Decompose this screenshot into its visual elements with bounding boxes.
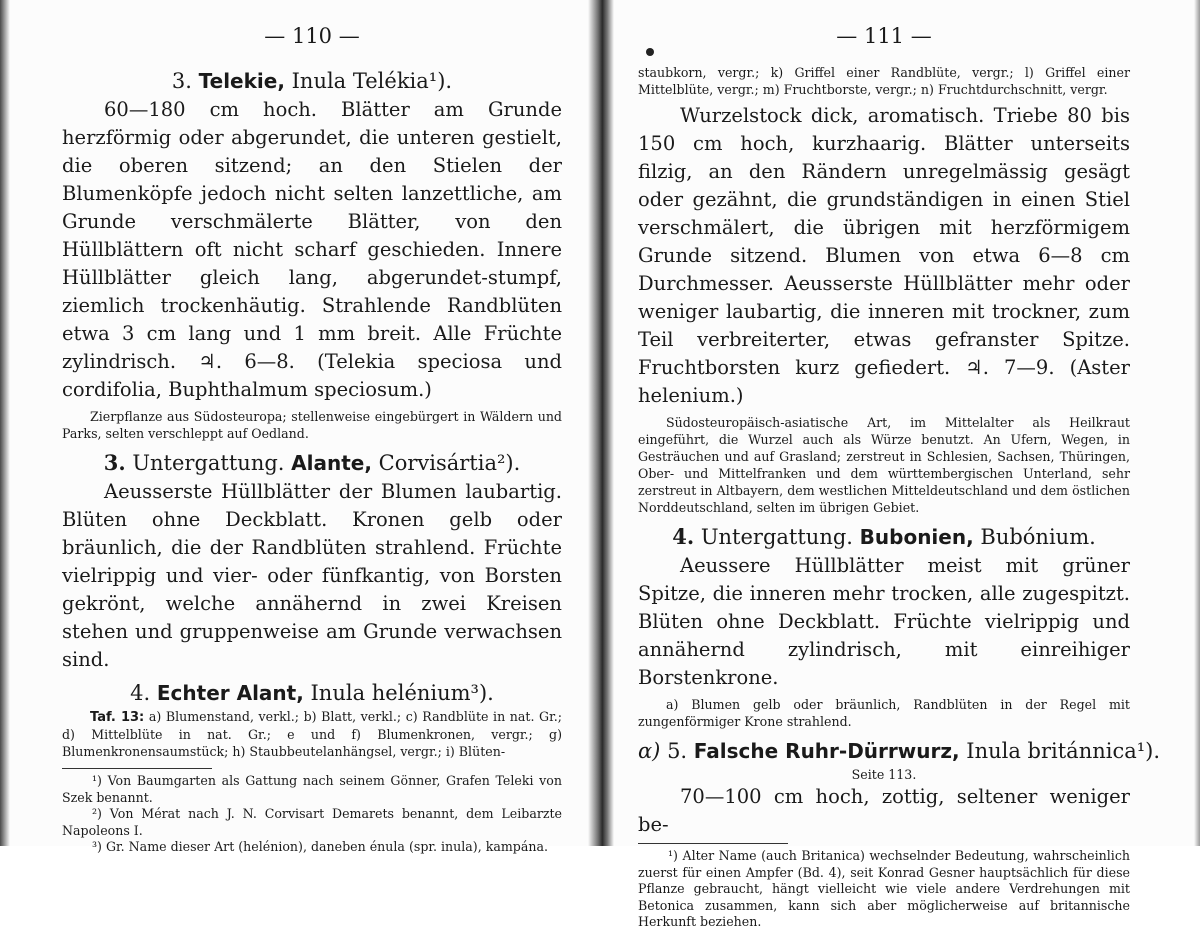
telekie-description: 60—180 cm hoch. Blätter am Grunde herzförmig oder abgerundet, die unteren gestielt, die oberen sitzend; an den Stielen der Blumenköpfe jedoch nicht selten lanzettliche, am Grunde verschmälerte Blätter, von den Hüllblättern oft nicht scharf geschieden. Innere Hüllblätter gleich lang, abgerundet-stumpf, ziemlich trockenhäutig. Strahlende Randblüten etwa 3 cm lang und 1 mm breit. Alle Früchte zylindrisch. ♃. 6—8. (Telekia speciosa und cordifolia, Buphthalmum speciosum.) (62, 98, 562, 401)
right-text-column (638, 6, 1161, 931)
heading-falsche-ruhr-duerrwurz: α) 5. Falsche Ruhr-Dürrwurz, Inula británnica¹). (638, 739, 1161, 763)
bubonien-group-note: a) Blumen gelb oder bräunlich, Randblüten in der Regel mit zungenförmiger Krone strahlend. (638, 697, 1130, 729)
bubonien-description: Aeussere Hüllblätter meist mit grüner Spitze, die inneren mehr trocken, alle zugespitzt. Blüten ohne Deckblatt. Früchte vielrippig und annähernd zylindrisch, mit einreihiger Borstenkrone. (638, 554, 1130, 689)
alante-description: Aeusserste Hüllblätter der Blumen laubartig. Blüten ohne Deckblatt. Kronen gelb oder bräunlich, die der Randblüten strahlend. Früchte vielrippig und vier- oder fünfkantig, von Borsten gekrönt, welche annähernd in zwei Kreisen stehen und gruppenweise am Grunde verwachsen sind. (62, 480, 562, 671)
plate-caption-text: a) Blumenstand, verkl.; b) Blatt, verkl.; c) Randblüte in nat. Gr.; d) Mittelblüte in nat. Gr.; e und f) Blumenkronen, vergr.; g) Blumenkronensaumstück; h) Staubbeutelanhängsel, vergr.; i) Blüten- (62, 709, 562, 759)
heading-echter-alant: 4. Echter Alant, Inula helénium³). (130, 681, 494, 705)
plate-caption-continuation: staubkorn, vergr.; k) Griffel einer Randblüte, vergr.; l) Griffel einer Mittelblüte, vergr.; m) Fruchtborste, vergr.; n) Fruchtdurchschnitt, vergr. (638, 65, 1130, 97)
page-reference: Seite 113. (851, 767, 917, 782)
left-page (0, 0, 600, 854)
footnote-rule-left (62, 768, 212, 769)
ruhr-description-start: 70—100 cm hoch, zottig, seltener weniger be- (638, 785, 1130, 836)
telekie-distribution-note: Zierpflanze aus Südosteuropa; stellenweise eingebürgert in Wäldern und Parks, selten verschleppt auf Oedland. (62, 409, 562, 441)
plate-label: Taf. 13: (90, 710, 145, 725)
alant-distribution-note: Südosteuropäisch-asiatische Art, im Mittelalter als Heilkraut eingeführt, die Wurzel auch als Würze benutzt. An Ufern, Wegen, in Gesträuchen und auf Grasland; zerstreut in Schlesien, Sachsen, Thüringen, Ober- und Mittelfranken und dem württembergischen Unterland, sehr zerstreut in Altbayern, dem westlichen Mitteldeutschland und dem östlichen Norddeutschland, selten im übrigen Gebiet. (638, 415, 1130, 515)
footnote-left-2: ²) Von Mérat nach J. N. Corvisart Demarets benannt, dem Leibarzte Napoleons I. (62, 806, 562, 838)
right-page (600, 0, 1200, 929)
footnote-rule-right (638, 843, 788, 844)
plate-caption (62, 708, 562, 760)
footnote-left-1: ¹) Von Baumgarten als Gattung nach seinem Gönner, Grafen Teleki von Szek benannt. (62, 773, 562, 805)
page-number-left: — 110 — (264, 24, 360, 48)
footnote-left-3: ³) Gr. Name dieser Art (helénion), daneben énula (spr. inula), kampána. (92, 839, 548, 854)
left-text-column (62, 6, 562, 856)
alant-description: Wurzelstock dick, aromatisch. Triebe 80 bis 150 cm hoch, kurzhaarig. Blätter unterseits filzig, an den Rändern unregelmässig gesägt oder gezähnt, die grundständigen in einen Stiel verschmälert, die übrigen mit herzförmigem Grunde sitzend. Blumen von etwa 6—8 cm Durchmesser. Aeusserste Hüllblätter mehr oder weniger laubartig, die inneren mit trockner, zum Teil verbreiterter, etwas gefranster Spitze. Fruchtborsten kurz gefiedert. ♃. 7—9. (Aster helenium.) (638, 104, 1130, 407)
heading-bubonien: 4. Untergattung. Bubonien, Bubónium. (672, 524, 1096, 549)
heading-alante: 3. Untergattung. Alante, Corvisártia²). (103, 450, 521, 475)
heading-telekie: 3. Telekie, Inula Telékia¹). (171, 69, 453, 93)
footnote-right-1: ¹) Alter Name (auch Britanica) wechselnder Bedeutung, wahrscheinlich zuerst für einen Ampfer (Bd. 4), seit Konrad Gesner hauptsächlich für diese Pflanze gebraucht, hängt vielleicht wie viele andere Verdrehungen mit Betonica zusammen, kann sich aber möglicherweise auf britannische Herkunft beziehen. (638, 848, 1130, 929)
page-number-right: — 111 — (836, 24, 932, 48)
